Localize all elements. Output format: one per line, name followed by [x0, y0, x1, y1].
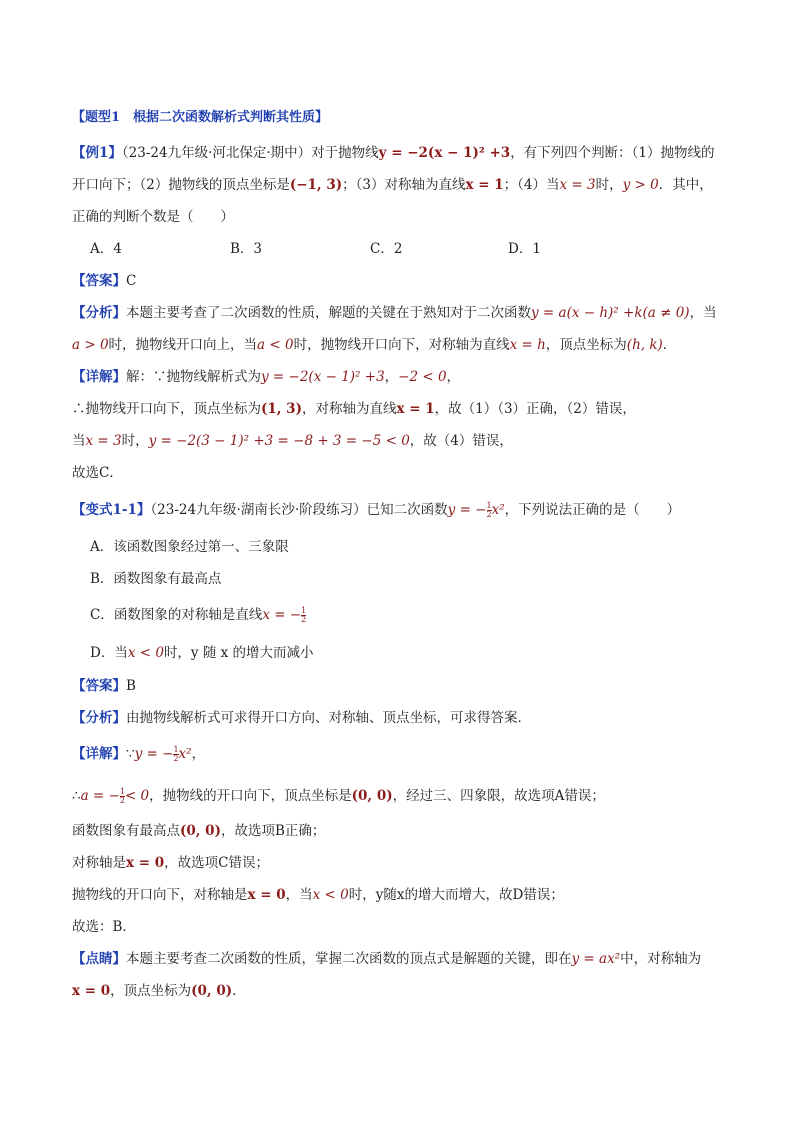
option-d: D．1: [508, 241, 541, 257]
example1-detail-line1: 【详解】解：∵抛物线解析式为y = −2(x − 1)² +3，−2 < 0，: [72, 369, 461, 385]
variant1-detail-line1: 【详解】∵y = − $\frac{1}{2}$ x²，: [72, 745, 206, 763]
variant1-option-b: B．函数图象有最高点: [90, 571, 222, 587]
fraction: $\frac{1}{2}$: [119, 787, 125, 805]
example1-options: [90, 239, 734, 259]
variant1-stem: 【变式1-1】（23-24九年级·湖南长沙·阶段练习）已知二次函数y = − $\frac{1}{2}$ x²，下列说法正确的是（ ）: [72, 501, 681, 519]
fraction: $\frac{1}{2}$: [173, 745, 179, 763]
variant1-option-a: A．该函数图象经过第一、三象限: [90, 539, 289, 555]
formula: y = −2(x − 1)² +3: [378, 145, 511, 161]
example1-line1: 【例1】（23-24九年级·河北保定·期中）对于抛物线y = −2(x − 1)² +3，有下列四个判断：（1）抛物线的: [72, 145, 715, 161]
example1-detail-line3: 当x = 3时，y = −2(3 − 1)² +3 = −8 + 3 = −5 < 0，故（4）错误，: [72, 433, 513, 449]
variant1-detail-line3: 函数图象有最高点(0, 0)，故选项B正确；: [72, 823, 326, 839]
variant1-detail-line2: ∴a = − $\frac{1}{2}$ < 0，抛物线的开口向下，顶点坐标是(0, 0)，经过三、四象限，故选项A错误；: [72, 787, 605, 805]
variant1-comment-line2: x = 0，顶点坐标为(0, 0)．: [72, 983, 246, 999]
example-tag: 【例1】: [72, 145, 122, 161]
section-title: 【题型1 根据二次函数解析式判断其性质】: [72, 110, 329, 125]
variant1-analysis: 【分析】由抛物线解析式可求得开口方向、对称轴、顶点坐标，可求得答案．: [72, 710, 531, 726]
variant1-answer: 【答案】B: [72, 678, 136, 694]
example1-line3: 正确的判断个数是（ ）: [72, 209, 234, 225]
source: （23-24九年级·河北保定·期中）: [121, 145, 312, 161]
example1-analysis-line1: 【分析】本题主要考查了二次函数的性质，解题的关键在于熟知对于二次函数y = a(x − h)² +k(a ≠ 0)，当: [72, 305, 717, 321]
variant1-comment-line1: 【点睛】本题主要考查二次函数的性质，掌握二次函数的顶点式是解题的关键，即在y = ax²中，对称轴为: [72, 951, 702, 967]
variant1-option-c: C．函数图象的对称轴是直线x = − $\frac{1}{2}$: [90, 606, 307, 624]
option-a: A．4: [90, 241, 122, 257]
variant1-detail-line6: 故选：B．: [72, 919, 136, 935]
variant1-detail-line5: 抛物线的开口向下，对称轴是x = 0，当x < 0时，y随x的增大而增大，故D错误；: [72, 887, 564, 903]
variant1-option-d: D．当x < 0时，y 随 x 的增大而减小: [90, 645, 314, 661]
example1-detail-line2: ∴抛物线开口向下，顶点坐标为(1, 3)，对称轴为直线x = 1，故（1）（3）正确，（2）错误，: [72, 401, 636, 417]
option-c: C．2: [370, 241, 403, 257]
example1-answer: 【答案】C: [72, 273, 137, 289]
fraction: $\frac{1}{2}$: [486, 501, 492, 519]
example1-detail-line4: 故选C．: [72, 465, 123, 481]
example1-analysis-line2: a > 0时，抛物线开口向上，当a < 0时，抛物线开口向下，对称轴为直线x = h，顶点坐标为(h, k)．: [72, 337, 677, 353]
variant-tag: 【变式1-1】: [72, 502, 151, 518]
fraction: $\frac{1}{2}$: [301, 606, 307, 624]
variant1-detail-line4: 对称轴是x = 0，故选项C错误；: [72, 855, 269, 871]
example1-line2: 开口向下；（2）抛物线的顶点坐标是(−1, 3)；（3）对称轴为直线x = 1；（4）当x = 3时，y > 0．其中，: [72, 177, 713, 193]
option-b: B．3: [230, 241, 263, 257]
